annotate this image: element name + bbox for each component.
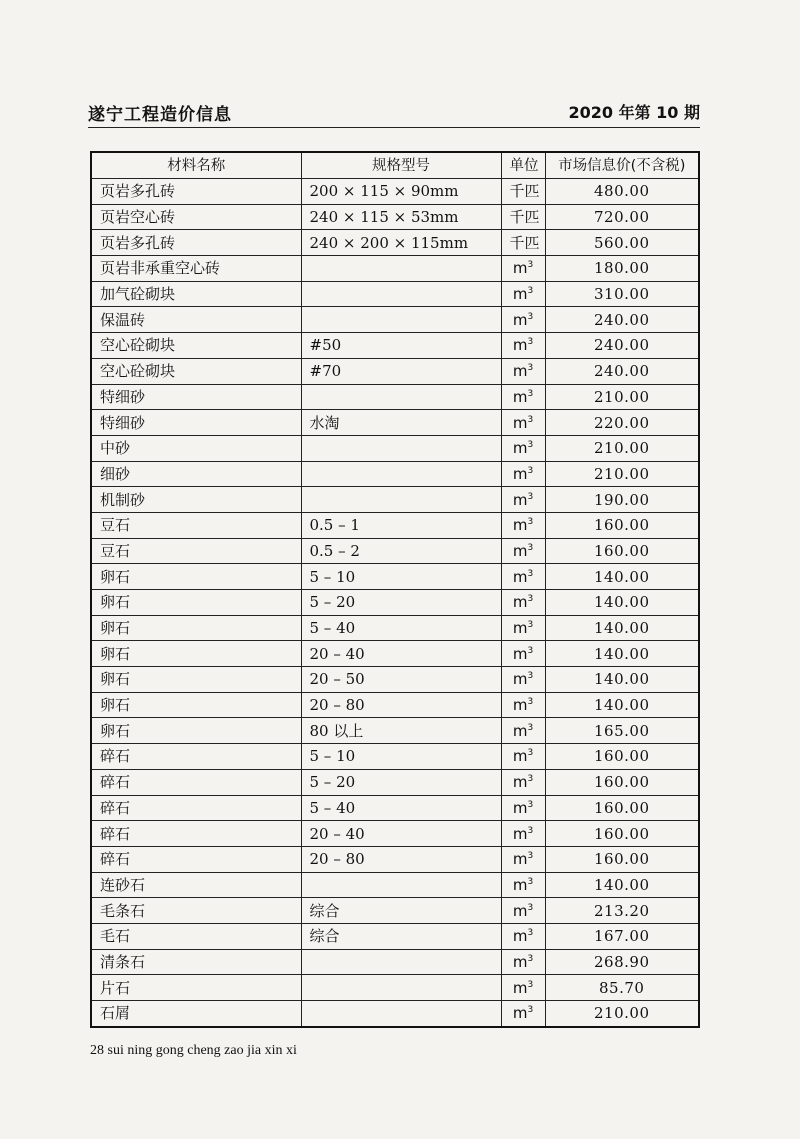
unit-cell — [501, 461, 545, 487]
unit-superscript: 3 — [527, 414, 534, 425]
specification-cell: 5 – 10 — [301, 564, 501, 590]
unit-cell — [501, 667, 545, 693]
unit-superscript: 3 — [527, 311, 534, 322]
unit-cell — [501, 307, 545, 333]
unit-text: m — [512, 773, 528, 792]
material-name-cell: 碎石 — [91, 795, 301, 821]
unit-superscript: 3 — [527, 568, 534, 579]
specification-cell: 5 – 20 — [301, 769, 501, 795]
price-cell: 160.00 — [545, 795, 699, 821]
table-row — [91, 590, 699, 616]
unit-text: m — [512, 824, 528, 843]
material-name-cell: 卵石 — [91, 641, 301, 667]
material-name-cell: 特细砂 — [91, 384, 301, 410]
price-cell: 240.00 — [545, 358, 699, 384]
specification-cell — [301, 461, 501, 487]
material-name-cell: 清条石 — [91, 949, 301, 975]
unit-text: m — [512, 516, 528, 535]
price-cell: 160.00 — [545, 744, 699, 770]
material-name-cell: 卵石 — [91, 692, 301, 718]
unit-text: m — [512, 413, 528, 432]
unit-text: m — [512, 721, 528, 740]
table-row — [91, 358, 699, 384]
specification-cell: 20 – 40 — [301, 821, 501, 847]
price-cell: 180.00 — [545, 256, 699, 282]
price-cell: 160.00 — [545, 821, 699, 847]
unit-cell — [501, 281, 545, 307]
material-name-cell: 页岩非承重空心砖 — [91, 256, 301, 282]
table-row — [91, 615, 699, 641]
specification-cell: 水淘 — [301, 410, 501, 436]
price-cell: 190.00 — [545, 487, 699, 513]
price-cell: 240.00 — [545, 333, 699, 359]
unit-superscript: 3 — [527, 440, 534, 451]
unit-superscript: 3 — [527, 363, 534, 374]
material-name-cell: 页岩空心砖 — [91, 204, 301, 230]
unit-cell — [501, 795, 545, 821]
price-cell: 160.00 — [545, 846, 699, 872]
material-name-cell: 连砂石 — [91, 872, 301, 898]
material-name-cell: 卵石 — [91, 667, 301, 693]
material-name-cell: 卵石 — [91, 590, 301, 616]
material-name-cell: 卵石 — [91, 615, 301, 641]
table-row — [91, 846, 699, 872]
specification-cell: 综合 — [301, 923, 501, 949]
unit-superscript: 3 — [527, 722, 534, 733]
specification-cell: #70 — [301, 358, 501, 384]
material-name-cell: 豆石 — [91, 538, 301, 564]
specification-cell: 20 – 50 — [301, 667, 501, 693]
material-name-cell: 空心砼砌块 — [91, 358, 301, 384]
unit-cell — [501, 512, 545, 538]
unit-cell — [501, 564, 545, 590]
unit-text: m — [512, 901, 528, 920]
specification-cell — [301, 949, 501, 975]
unit-superscript: 3 — [527, 928, 534, 939]
publication-title: 遂宁工程造价信息 — [88, 105, 232, 125]
unit-superscript: 3 — [527, 594, 534, 605]
material-name-cell: 页岩多孔砖 — [91, 179, 301, 205]
price-cell: 560.00 — [545, 230, 699, 256]
price-cell: 140.00 — [545, 615, 699, 641]
price-cell: 140.00 — [545, 872, 699, 898]
specification-cell — [301, 487, 501, 513]
price-cell: 167.00 — [545, 923, 699, 949]
price-cell: 160.00 — [545, 538, 699, 564]
specification-cell: 20 – 40 — [301, 641, 501, 667]
table-row — [91, 564, 699, 590]
table-row — [91, 333, 699, 359]
price-cell: 140.00 — [545, 564, 699, 590]
specification-cell — [301, 872, 501, 898]
table-row — [91, 975, 699, 1001]
unit-text: m — [512, 850, 528, 869]
unit-cell — [501, 538, 545, 564]
unit-superscript: 3 — [527, 286, 534, 297]
unit-cell — [501, 1001, 545, 1027]
price-cell: 213.20 — [545, 898, 699, 924]
specification-cell — [301, 1001, 501, 1027]
specification-cell: 0.5 – 1 — [301, 512, 501, 538]
column-header-specification: 规格型号 — [301, 152, 501, 179]
material-name-cell: 碎石 — [91, 744, 301, 770]
unit-text: m — [512, 952, 528, 971]
table-row — [91, 179, 699, 205]
table-row — [91, 923, 699, 949]
unit-text: m — [512, 336, 528, 355]
price-cell: 140.00 — [545, 641, 699, 667]
unit-text: m — [512, 670, 528, 689]
unit-superscript: 3 — [527, 645, 534, 656]
unit-superscript: 3 — [527, 337, 534, 348]
price-cell: 210.00 — [545, 435, 699, 461]
specification-cell: 5 – 10 — [301, 744, 501, 770]
unit-cell — [501, 975, 545, 1001]
specification-cell — [301, 384, 501, 410]
unit-cell — [501, 898, 545, 924]
material-name-cell: 机制砂 — [91, 487, 301, 513]
material-name-cell: 碎石 — [91, 769, 301, 795]
unit-text: m — [512, 747, 528, 766]
specification-cell: 200 × 115 × 90mm — [301, 179, 501, 205]
material-name-cell: 细砂 — [91, 461, 301, 487]
specification-cell: #50 — [301, 333, 501, 359]
unit-text: m — [512, 978, 528, 997]
material-name-cell: 碎石 — [91, 821, 301, 847]
table-row — [91, 795, 699, 821]
material-name-cell: 片石 — [91, 975, 301, 1001]
unit-text: m — [512, 259, 528, 278]
unit-text: 千匹 — [509, 233, 540, 252]
price-cell: 165.00 — [545, 718, 699, 744]
unit-superscript: 3 — [527, 260, 534, 271]
specification-cell: 5 – 40 — [301, 615, 501, 641]
material-name-cell: 加气砼砌块 — [91, 281, 301, 307]
column-header-unit: 单位 — [501, 152, 545, 179]
column-header-material-name: 材料名称 — [91, 152, 301, 179]
price-cell: 220.00 — [545, 410, 699, 436]
material-name-cell: 碎石 — [91, 846, 301, 872]
unit-superscript: 3 — [527, 851, 534, 862]
price-cell: 140.00 — [545, 692, 699, 718]
issue-number: 2020 年第 10 期 — [568, 103, 700, 122]
price-cell: 160.00 — [545, 769, 699, 795]
unit-text: m — [512, 927, 528, 946]
specification-cell: 20 – 80 — [301, 692, 501, 718]
material-name-cell: 特细砂 — [91, 410, 301, 436]
unit-superscript: 3 — [527, 542, 534, 553]
unit-cell — [501, 410, 545, 436]
specification-cell: 5 – 40 — [301, 795, 501, 821]
table-row — [91, 204, 699, 230]
table-row — [91, 435, 699, 461]
price-cell: 720.00 — [545, 204, 699, 230]
price-cell: 210.00 — [545, 1001, 699, 1027]
specification-cell — [301, 975, 501, 1001]
unit-superscript: 3 — [527, 876, 534, 887]
table-row — [91, 384, 699, 410]
specification-cell — [301, 307, 501, 333]
unit-superscript: 3 — [527, 902, 534, 913]
page-header — [88, 98, 700, 126]
unit-text: m — [512, 464, 528, 483]
specification-cell: 综合 — [301, 898, 501, 924]
unit-cell — [501, 230, 545, 256]
unit-cell — [501, 487, 545, 513]
unit-text: m — [512, 541, 528, 560]
unit-text: m — [512, 362, 528, 381]
material-name-cell: 豆石 — [91, 512, 301, 538]
material-name-cell: 石屑 — [91, 1001, 301, 1027]
price-cell: 480.00 — [545, 179, 699, 205]
unit-text: m — [512, 798, 528, 817]
table-row — [91, 410, 699, 436]
unit-text: m — [512, 593, 528, 612]
table-row — [91, 821, 699, 847]
unit-cell — [501, 872, 545, 898]
material-name-cell: 卵石 — [91, 564, 301, 590]
unit-text: m — [512, 696, 528, 715]
unit-superscript: 3 — [527, 671, 534, 682]
unit-cell — [501, 821, 545, 847]
material-name-cell: 保温砖 — [91, 307, 301, 333]
material-name-cell: 空心砼砌块 — [91, 333, 301, 359]
unit-cell — [501, 923, 545, 949]
unit-superscript: 3 — [527, 953, 534, 964]
table-body — [91, 179, 699, 1027]
specification-cell: 240 × 115 × 53mm — [301, 204, 501, 230]
unit-text: m — [512, 875, 528, 894]
unit-superscript: 3 — [527, 799, 534, 810]
unit-cell — [501, 769, 545, 795]
specification-cell: 80 以上 — [301, 718, 501, 744]
price-cell: 210.00 — [545, 461, 699, 487]
page-footer: 28 sui ning gong cheng zao jia xin xi — [90, 1043, 297, 1058]
material-name-cell: 毛石 — [91, 923, 301, 949]
unit-superscript: 3 — [527, 774, 534, 785]
material-name-cell: 毛条石 — [91, 898, 301, 924]
unit-text: m — [512, 619, 528, 638]
unit-cell — [501, 615, 545, 641]
material-price-table — [90, 151, 700, 1028]
unit-superscript: 3 — [527, 825, 534, 836]
unit-superscript: 3 — [527, 620, 534, 631]
unit-cell — [501, 179, 545, 205]
unit-cell — [501, 204, 545, 230]
unit-superscript: 3 — [527, 979, 534, 990]
unit-cell — [501, 718, 545, 744]
header-divider — [88, 127, 700, 128]
unit-text: m — [512, 567, 528, 586]
price-cell: 160.00 — [545, 512, 699, 538]
table-row — [91, 256, 699, 282]
unit-cell — [501, 846, 545, 872]
unit-cell — [501, 256, 545, 282]
unit-superscript: 3 — [527, 517, 534, 528]
table-row — [91, 461, 699, 487]
unit-cell — [501, 692, 545, 718]
unit-superscript: 3 — [527, 1005, 534, 1016]
material-name-cell: 卵石 — [91, 718, 301, 744]
price-cell: 85.70 — [545, 975, 699, 1001]
unit-superscript: 3 — [527, 748, 534, 759]
unit-text: 千匹 — [509, 182, 540, 201]
price-cell: 240.00 — [545, 307, 699, 333]
material-name-cell: 中砂 — [91, 435, 301, 461]
unit-text: m — [512, 387, 528, 406]
table-header-row — [91, 152, 699, 179]
price-cell: 310.00 — [545, 281, 699, 307]
table-row — [91, 769, 699, 795]
table-row — [91, 538, 699, 564]
table-row — [91, 512, 699, 538]
specification-cell — [301, 281, 501, 307]
unit-text: m — [512, 439, 528, 458]
price-cell: 140.00 — [545, 590, 699, 616]
column-header-price: 市场信息价(不含税) — [545, 152, 699, 179]
unit-text: m — [512, 1004, 528, 1023]
unit-superscript: 3 — [527, 697, 534, 708]
table-row — [91, 641, 699, 667]
price-cell: 140.00 — [545, 667, 699, 693]
unit-cell — [501, 949, 545, 975]
specification-cell — [301, 256, 501, 282]
table-row — [91, 872, 699, 898]
table-row — [91, 667, 699, 693]
unit-superscript: 3 — [527, 388, 534, 399]
table-row — [91, 949, 699, 975]
unit-cell — [501, 435, 545, 461]
table-row — [91, 1001, 699, 1027]
unit-text: 千匹 — [509, 208, 540, 227]
specification-cell: 0.5 – 2 — [301, 538, 501, 564]
unit-text: m — [512, 644, 528, 663]
price-cell: 268.90 — [545, 949, 699, 975]
table-row — [91, 692, 699, 718]
table-row — [91, 487, 699, 513]
specification-cell: 5 – 20 — [301, 590, 501, 616]
table-row — [91, 744, 699, 770]
unit-cell — [501, 641, 545, 667]
unit-text: m — [512, 490, 528, 509]
table-row — [91, 281, 699, 307]
unit-cell — [501, 744, 545, 770]
unit-superscript: 3 — [527, 465, 534, 476]
table-row — [91, 898, 699, 924]
specification-cell: 240 × 200 × 115mm — [301, 230, 501, 256]
price-cell: 210.00 — [545, 384, 699, 410]
table-row — [91, 718, 699, 744]
table-row — [91, 307, 699, 333]
specification-cell: 20 – 80 — [301, 846, 501, 872]
table-row — [91, 230, 699, 256]
unit-superscript: 3 — [527, 491, 534, 502]
unit-cell — [501, 590, 545, 616]
unit-text: m — [512, 285, 528, 304]
unit-cell — [501, 333, 545, 359]
unit-cell — [501, 358, 545, 384]
unit-cell — [501, 384, 545, 410]
specification-cell — [301, 435, 501, 461]
material-name-cell: 页岩多孔砖 — [91, 230, 301, 256]
unit-text: m — [512, 310, 528, 329]
